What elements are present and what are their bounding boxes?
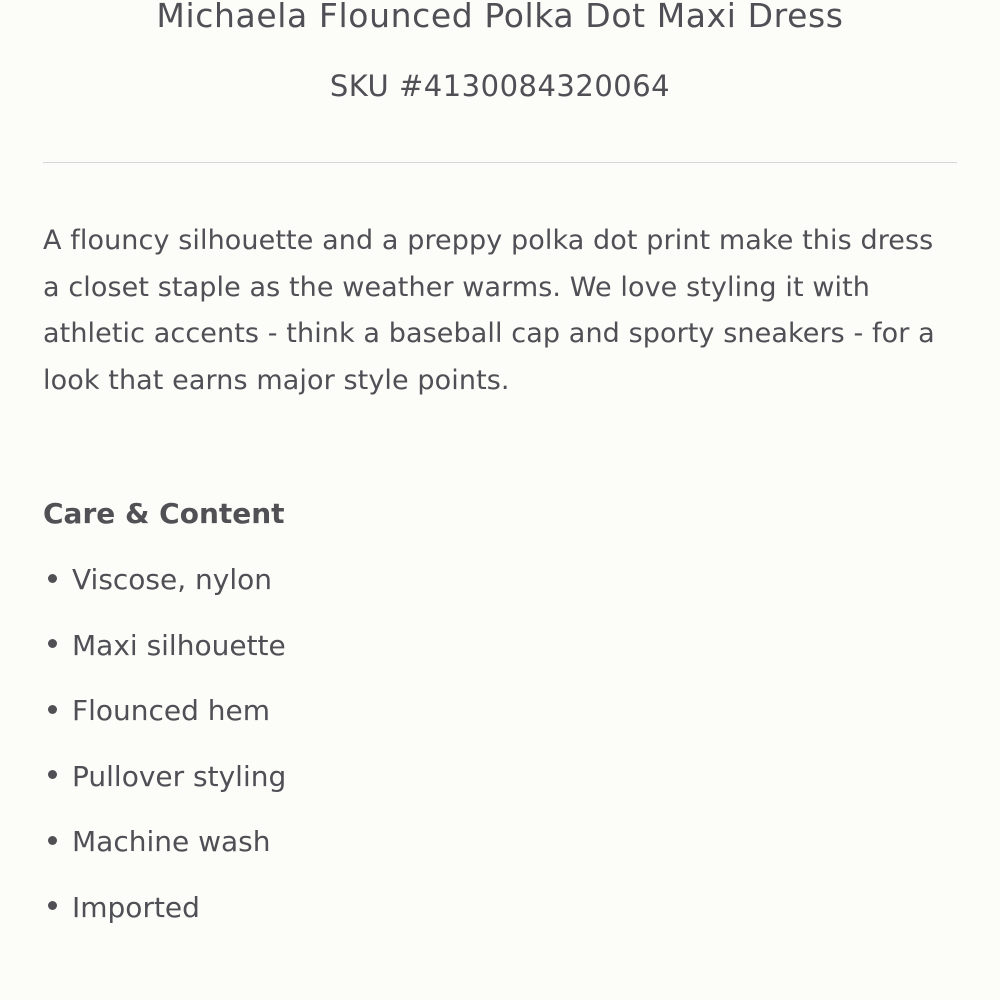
list-item-label: Imported (72, 890, 200, 924)
list-item-label: Machine wash (72, 825, 271, 858)
care-content-heading: Care & Content (43, 497, 285, 530)
bullet-icon (48, 770, 57, 779)
bullet-icon (48, 639, 57, 648)
bullet-icon (48, 836, 57, 845)
bullet-icon (48, 574, 57, 583)
list-item-label: Flounced hem (72, 694, 271, 727)
list-item (43, 626, 286, 692)
bullet-icon (48, 705, 57, 714)
list-item (43, 560, 286, 626)
product-sku: SKU #4130084320064 (329, 69, 671, 103)
divider (43, 162, 957, 163)
list-item-label: Viscose, nylon (72, 563, 273, 596)
list-item (43, 691, 286, 757)
care-content-list (43, 560, 286, 953)
list-item (43, 822, 286, 888)
list-item-label: Pullover styling (72, 759, 287, 793)
bullet-icon (48, 901, 57, 910)
list-item-label: Maxi silhouette (72, 628, 286, 662)
list-item (43, 888, 286, 954)
product-title: Michaela Flounced Polka Dot Maxi Dress (156, 0, 844, 35)
product-description: A flouncy silhouette and a preppy polka dot print make this dress a closet staple as the weather warms. We love styling it with athletic accents - think a baseball cap and sporty sneakers - for a look that earns major style points. (43, 225, 935, 396)
list-item (43, 757, 286, 823)
